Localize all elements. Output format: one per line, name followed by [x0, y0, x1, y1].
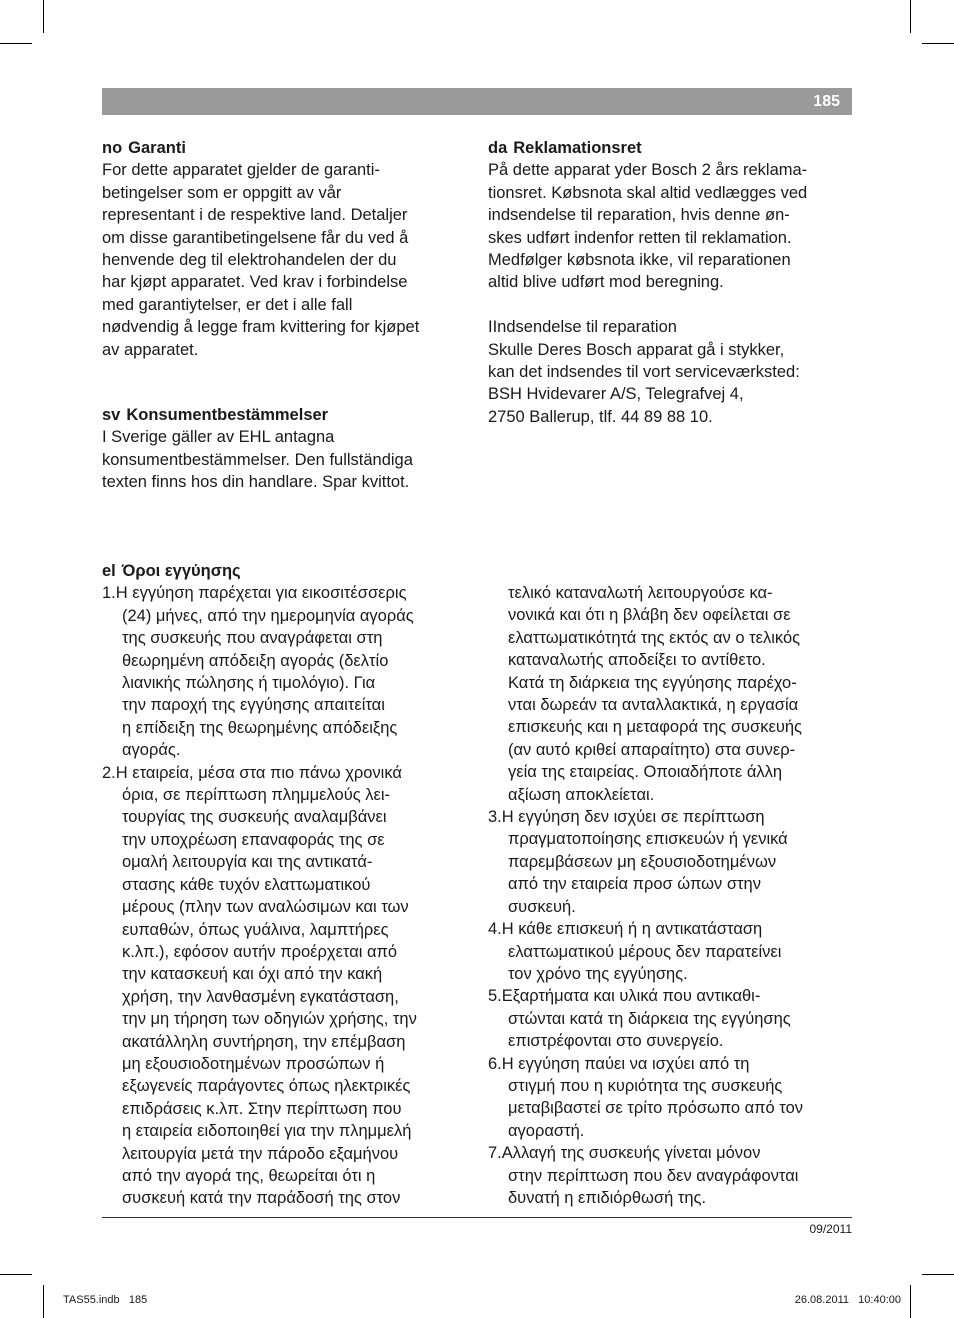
section-sv-konsument — [102, 404, 472, 494]
list-line: καταναλωτής αποδείξει το αντίθετο. — [508, 651, 766, 670]
list-line: πραγματοποίησης επισκευών ή γενικά — [508, 830, 788, 849]
section-no-garanti — [102, 137, 472, 361]
list-line: χρήση, την λανθασμένη εγκατάσταση, — [122, 987, 399, 1006]
list-line: αγοράς. — [122, 741, 181, 760]
list-line: την υποχρέωση επαναφοράς της σε — [122, 830, 385, 849]
paragraph-line: kan det indsendes til vort serviceværksted: — [488, 363, 800, 382]
list-line: κ.λπ.), εφόσον αυτήν προέρχεται από — [122, 942, 398, 961]
crop-mark — [43, 1285, 44, 1318]
list-line: 2.Η εταιρεία, μέσα στα πιο πάνω χρονικά — [102, 763, 402, 782]
crop-mark — [910, 1285, 911, 1318]
list-line: παρεμβάσεων μη εξουσιοδοτημένων — [508, 852, 777, 871]
crop-mark — [922, 43, 954, 44]
list-line: μεταβιβαστεί σε τρίτο πρόσωπο από τον — [508, 1099, 804, 1118]
crop-mark — [0, 43, 32, 44]
list-line: ευπαθών, όπως γυάλινα, λαμπτήρες — [122, 920, 389, 939]
list-line: της συσκευής που αναγράφεται στη — [122, 629, 383, 648]
paragraph-line: For dette apparatet gjelder de garanti- — [102, 161, 380, 180]
list-line: ακατάλληλη συντήρηση, την επέμβαση — [122, 1032, 406, 1051]
paragraph-line: representant i de respektive land. Detaljer — [102, 206, 408, 225]
list-line: 7.Αλλαγή της συσκευής γίνεται μόνον — [488, 1144, 761, 1163]
list-line: λειτουργία μετά την πάροδο εξαμήνου — [122, 1144, 399, 1163]
list-line: εξωγενείς παράγοντες όπως ηλεκτρικές — [122, 1077, 411, 1096]
section-heading: sv Konsumentbestämmelser — [102, 406, 329, 424]
list-line: (24) μήνες, από την ημερομηνία αγοράς — [122, 606, 414, 625]
slug-file: TAS55.indb 185 — [63, 1294, 148, 1306]
crop-mark — [910, 0, 911, 33]
paragraph-line: nødvendig å legge fram kvittering for kjøpet — [102, 318, 420, 337]
list-line: η εταιρεία ειδοποιηθεί για την πλημμελή — [122, 1122, 412, 1141]
list-line: μη εξουσιοδοτημένων προσώπων ή — [122, 1054, 385, 1073]
paragraph-line: Medfølger købsnota ikke, vil reparationen — [488, 251, 791, 270]
paragraph-line: IIndsendelse til reparation — [488, 318, 677, 337]
page-number: 185 — [813, 93, 840, 110]
list-line: Κατά τη διάρκεια της εγγύησης παρέχο- — [508, 673, 797, 692]
section-el-right — [488, 582, 860, 1209]
list-line: την κατασκευή και όχι από την κακή — [122, 965, 383, 984]
paragraph-line: av apparatet. — [102, 340, 199, 359]
list-line: επιστρέφονται στο συνεργείο. — [508, 1032, 724, 1051]
crop-mark — [922, 1274, 954, 1275]
list-line: συσκευή κατά την παράδοσή της στον — [122, 1189, 401, 1208]
list-line: τουργίας της συσκευής αναλαμβάνει — [122, 808, 387, 827]
list-line: στιγμή που η κυριότητα της συσκευής — [508, 1076, 783, 1095]
list-line: 4.Η κάθε επισκευή ή η αντικατάσταση — [488, 920, 763, 939]
paragraph-line: henvende deg til elektrohandelen der du — [102, 251, 397, 270]
footer-rule — [102, 1217, 852, 1218]
list-line: ελαττωματικότητά της εκτός αν ο τελικός — [508, 628, 801, 647]
header-bar — [102, 88, 852, 115]
list-line: 5.Εξαρτήματα και υλικά που αντικαθι- — [488, 987, 761, 1006]
crop-mark — [43, 0, 44, 33]
list-line: στην περίπτωση που δεν αναγράφονται — [508, 1166, 799, 1185]
list-line: την μη τήρηση των οδηγιών χρήσης, την — [122, 1010, 417, 1029]
paragraph-line: texten finns hos din handlare. Spar kvittot. — [102, 473, 410, 492]
paragraph-line: om disse garantibetingelsene får du ved å — [102, 228, 409, 247]
list-line: λιανικής πώλησης ή τιμολόγιο). Για — [122, 674, 376, 693]
list-line: όρια, σε περίπτωση πλημμελούς λει- — [122, 786, 391, 805]
crop-mark — [0, 1274, 32, 1275]
paragraph-line: 2750 Ballerup, tlf. 44 89 88 10. — [488, 407, 713, 426]
list-line: γεία της εταιρείας. Οποιαδήποτε άλλη — [508, 763, 783, 782]
date-code: 09/2011 — [809, 1222, 852, 1236]
section-heading: el Όροι εγγύησης — [102, 562, 241, 580]
list-line: στώνται κατά τη διάρκεια της εγγύησης — [508, 1009, 791, 1028]
paragraph-line: skes udført indenfor retten til reklamation. — [488, 228, 792, 247]
list-line: την παροχή της εγγύησης απαιτείται — [122, 696, 385, 715]
section-el-left — [102, 560, 474, 1210]
list-line: η επίδειξη της θεωρημένης απόδειξης — [122, 718, 398, 737]
paragraph-line: altid blive udført mod beregning. — [488, 273, 724, 292]
paragraph-line: indsendelse til reparation, hvis denne øn- — [488, 206, 790, 225]
paragraph-line: Skulle Deres Bosch apparat gå i stykker, — [488, 340, 785, 359]
list-line: ομαλή λειτουργία και της αντικατά- — [122, 853, 373, 872]
list-line: από την αγορά της, θεωρείται ότι η — [122, 1166, 376, 1185]
list-line: μέρους (πλην των αναλώσιμων και των — [122, 898, 409, 917]
list-line: στασης κάθε τυχόν ελαττωματικού — [122, 875, 371, 894]
list-line: 3.Η εγγύηση δεν ισχύει σε περίπτωση — [488, 808, 765, 827]
section-da-reklamation — [488, 137, 858, 428]
list-line: τον χρόνο της εγγύησης. — [508, 964, 688, 983]
list-line: (αν αυτό κριθεί απαραίτητο) στα συνερ- — [508, 740, 796, 759]
section-heading: no Garanti — [102, 139, 186, 157]
list-line: δυνατή η επιδιόρθωσή της. — [508, 1188, 707, 1207]
paragraph-line: med garantiytelser, er det i alle fall — [102, 295, 353, 314]
paragraph-line: har kjøpt apparatet. Ved krav i forbindelse — [102, 273, 408, 292]
list-line: συσκευή. — [508, 897, 576, 916]
list-line: αγοραστή. — [508, 1121, 585, 1140]
paragraph-line: tionsret. Købsnota skal altid vedlægges ved — [488, 183, 808, 202]
section-heading: da Reklamationsret — [488, 139, 642, 157]
list-line: από την εταιρεία προσ ώπων στην — [508, 875, 761, 894]
list-line: αξίωση αποκλείεται. — [508, 785, 655, 804]
spacer — [488, 294, 858, 316]
list-line: επισκευής και η μεταφορά της συσκευής — [508, 718, 802, 737]
list-line: επιδράσεις κ.λπ. Στην περίπτωση που — [122, 1099, 402, 1118]
list-line: νται δωρεάν τα ανταλλακτικά, η εργασία — [508, 696, 799, 715]
paragraph-line: betingelser som er oppgitt av vår — [102, 183, 342, 202]
paragraph-line: På dette apparat yder Bosch 2 års reklama- — [488, 161, 808, 180]
list-line: 1.Η εγγύηση παρέχεται για εικοσιτέσσερις — [102, 584, 407, 603]
list-line: νονικά και ότι η βλάβη δεν οφείλεται σε — [508, 606, 791, 625]
list-line: τελικό καταναλωτή λειτουργούσε κα- — [508, 584, 773, 602]
paragraph-line: konsumentbestämmelser. Den fullständiga — [102, 450, 413, 469]
list-line: ελαττωματικού μέρους δεν παρατείνει — [508, 942, 782, 961]
list-line: θεωρημένη απόδειξη αγοράς (δελτίο — [122, 651, 389, 670]
paragraph-line: BSH Hvidevarer A/S, Telegrafvej 4, — [488, 385, 744, 404]
list-line: 6.Η εγγύηση παύει να ισχύει από τη — [488, 1054, 750, 1073]
paragraph-line: I Sverige gäller av EHL antagna — [102, 428, 335, 447]
slug-timestamp: 26.08.2011 10:40:00 — [794, 1294, 901, 1306]
